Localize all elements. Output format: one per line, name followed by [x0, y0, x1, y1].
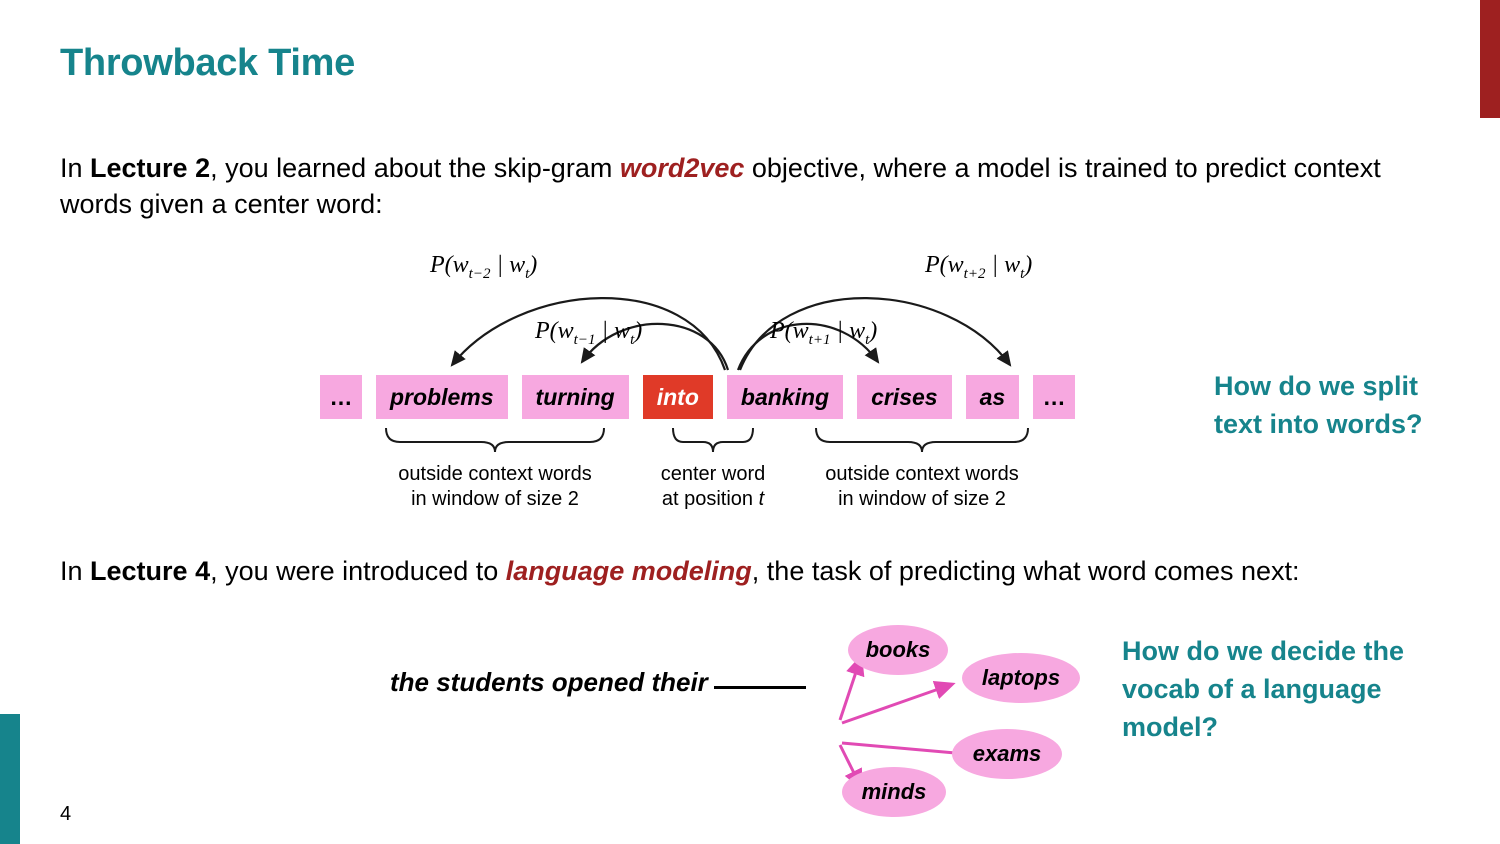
para1-part3: objective, where a model is trained to predict context words given a center word:: [60, 153, 1381, 220]
language-model-diagram: [390, 625, 1080, 825]
accent-bar-bottom-left: [0, 714, 20, 844]
token-turning: turning: [522, 375, 629, 419]
label-center-line1: center word: [660, 463, 766, 485]
label-left-context: outside context words in window of size 2: [398, 463, 592, 510]
question-split-text: How do we split text into words?: [1214, 371, 1423, 439]
lm-arrows: [390, 625, 1080, 825]
candidate-minds: minds: [842, 767, 946, 817]
paragraph-lecture-4: [60, 553, 1460, 589]
token-ellipsis-right: …: [1033, 375, 1075, 419]
para1-part1: In: [60, 153, 91, 183]
label-center-word: center word at position t: [660, 463, 766, 510]
token-crises: crises: [857, 375, 952, 419]
paragraph-lecture-2: [60, 150, 1400, 223]
para1-emph-word2vec: word2vec: [619, 153, 745, 183]
para2-part2: , you were introduced to: [210, 556, 506, 586]
token-problems: problems: [376, 375, 508, 419]
token-banking: banking: [727, 375, 843, 419]
token-ellipsis-left: …: [320, 375, 362, 419]
token-row: [320, 375, 1075, 419]
label-right-context: outside context words in window of size 2: [825, 463, 1019, 510]
question-decide-vocab: How do we decide the vocab of a language model?: [1122, 636, 1405, 742]
para1-part2: , you learned about the skip-gram: [210, 153, 620, 183]
prob-label-t-minus-1: $P(w_{t-1}$ | $w_t$): [535, 318, 643, 348]
prob-label-t-minus-2: $P(w_{t-2}$ | $w_t$): [430, 252, 538, 282]
skipgram-diagram: [320, 240, 1185, 532]
para2-part3: , the task of predicting what word comes next:: [751, 556, 1300, 586]
prob-label-t-plus-1: $P(w_{t+1}$ | $w_t$): [770, 318, 878, 348]
prob-label-t-plus-2: $P(w_{t+2}$ | $w_t$): [925, 252, 1033, 282]
candidate-books: books: [848, 625, 948, 675]
page-title: Throwback Time: [60, 42, 355, 84]
token-into-center: into: [643, 375, 713, 419]
accent-bar-top-right: [1480, 0, 1500, 118]
para2-part1: In: [60, 556, 91, 586]
para1-bold-lecture2: Lecture 2: [90, 153, 211, 183]
token-as: as: [966, 375, 1020, 419]
para2-bold-lecture4: Lecture 4: [90, 556, 211, 586]
page-number: 4: [60, 803, 72, 825]
candidate-laptops: laptops: [962, 653, 1080, 703]
candidate-exams: exams: [952, 729, 1062, 779]
lm-sentence-text: the students opened their: [390, 667, 708, 697]
skipgram-braces: [320, 426, 1185, 458]
para2-emph-language-modeling: language modeling: [505, 556, 752, 586]
